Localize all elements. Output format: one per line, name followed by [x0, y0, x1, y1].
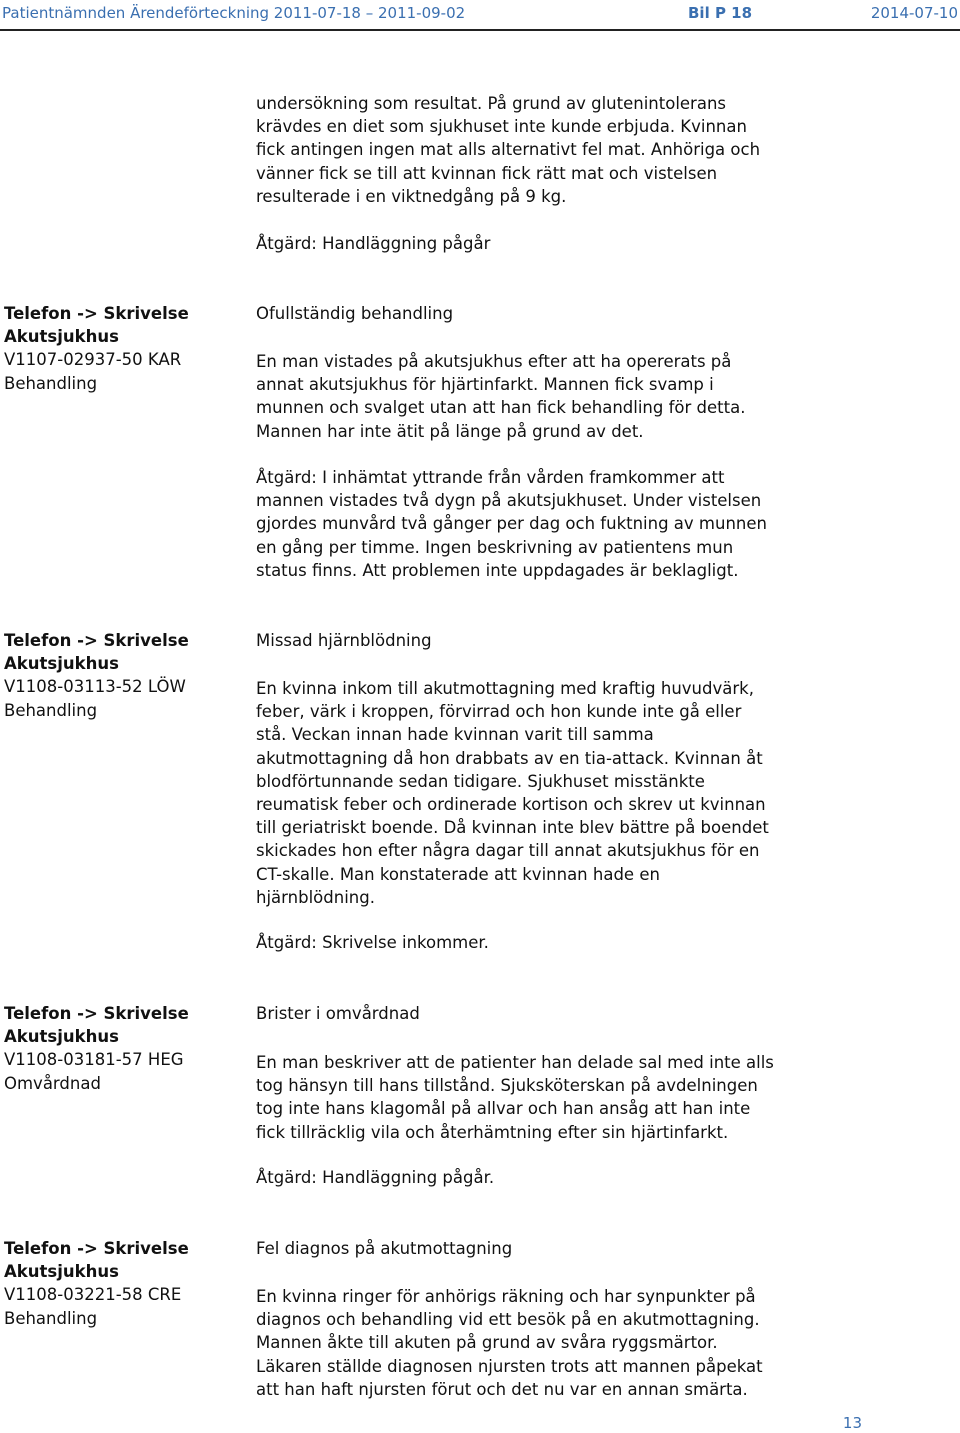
case-heading-block [256, 1002, 906, 1025]
case-action: Åtgärd: Handläggning pågår. [256, 1168, 495, 1187]
case-heading-block [256, 302, 906, 325]
case-category: Behandling [4, 373, 98, 393]
case-meta [4, 629, 244, 722]
case-action: Åtgärd: Skrivelse inkommer. [256, 933, 489, 952]
case-action-block [256, 1166, 906, 1189]
case-id: V1108-03221-58 CRE [4, 1285, 182, 1305]
page-number: 13 [842, 1414, 862, 1432]
case-action-block [256, 931, 906, 954]
case-heading-block [256, 1237, 906, 1260]
case-body: En man beskriver att de patienter han delade sal med inte alls tog hänsyn till hans tillstånd. Sjuksköterskan på avdelningen tog inte hans klagomål på allvar och han ansåg att han inte fick tillräcklig vila och återhämtning efter sin hjärtinfarkt. [256, 1053, 774, 1142]
case-body-block [256, 1051, 906, 1144]
intro-text: undersökning som resultat. På grund av glutenintolerans krävdes en diet som sjukhuset inte kunde erbjuda. Kvinnan fick antingen ingen mat alls alternativt fel mat. Anhöriga och vänner fick se till att kvinnan fick rätt mat och vistelsen resulterade i en viktnedgång på 9 kg. [256, 94, 761, 206]
case-id: V1108-03113-52 LÖW [4, 677, 186, 697]
case-body: En kvinna inkom till akutmottagning med kraftig huvudvärk, feber, värk i kroppen, förvirrad och hon kunde inte gå eller stå. Veckan innan hade kvinnan varit till samma akutmottagning då hon drabbats av en tia-attack. Kvinnan åt blodförtunnande sedan tidigare. Sjukhuset misstänkte reumatisk feber och ordinerade kortison och skrev ut kvinnan till geriatriskt boende. Då kvinnan inte blev bättre på boendet skickades hon efter några dagar till annat akutsjukhus för en CT-skalle. Man konstaterade att kvinnan hade en hjärnblödning. [256, 679, 769, 907]
case-body: En kvinna ringer för anhörigs räkning och har synpunkter på diagnos och behandling vid ett besök på en akutmottagning. Mannen åkte till akuten på grund av svåra ryggsmärtor. Läkaren ställde diagnosen njursten trots att mannen påpekat att han haft njursten förut och det nu var en annan smärta. [256, 1287, 763, 1399]
case-body-block [256, 1285, 906, 1401]
case-body-block [256, 677, 906, 909]
case-unit: Akutsjukhus [4, 1027, 119, 1047]
case-channel: Telefon -> Skrivelse [4, 631, 189, 650]
case-heading-block [256, 629, 906, 652]
case-id: V1108-03181-57 HEG [4, 1050, 184, 1070]
case-heading: Fel diagnos på akutmottagning [256, 1239, 513, 1258]
case-heading: Brister i omvårdnad [256, 1004, 420, 1023]
case-heading: Ofullständig behandling [256, 304, 454, 323]
header-bil: Bil P 18 [688, 4, 753, 22]
case-body-block [256, 350, 906, 443]
case-meta [4, 1002, 244, 1095]
page-header [0, 4, 960, 28]
case-unit: Akutsjukhus [4, 1262, 119, 1282]
header-date: 2014-07-10 [870, 4, 958, 22]
case-unit: Akutsjukhus [4, 654, 119, 674]
intro-section [256, 92, 906, 208]
case-channel: Telefon -> Skrivelse [4, 1004, 189, 1023]
case-meta [4, 1237, 244, 1330]
case-body: En man vistades på akutsjukhus efter att ha opererats på annat akutsjukhus för hjärtinfarkt. Mannen fick svamp i munnen och svalget utan att han fick behandling för detta. Mannen har inte ätit på länge på grund av det. [256, 352, 746, 441]
header-title: Patientnämnden Ärendeförteckning 2011-07-18 – 2011-09-02 [2, 4, 466, 22]
case-channel: Telefon -> Skrivelse [4, 304, 189, 323]
case-meta [4, 302, 244, 395]
case-id: V1107-02937-50 KAR [4, 350, 182, 370]
header-rule [0, 29, 960, 31]
intro-action: Åtgärd: Handläggning pågår [256, 234, 491, 253]
case-action: Åtgärd: I inhämtat yttrande från vården framkommer att mannen vistades två dygn på akutsjukhuset. Under vistelsen gjordes munvård två gånger per dag och fuktning av munnen en gång per timme. Ingen beskrivning av patientens mun status finns. Att problemen inte uppdagades är beklagligt. [256, 468, 767, 580]
case-category: Behandling [4, 700, 98, 720]
case-category: Omvårdnad [4, 1073, 101, 1093]
case-heading: Missad hjärnblödning [256, 631, 432, 650]
intro-action-block [256, 232, 906, 255]
case-action-block [256, 466, 906, 582]
case-category: Behandling [4, 1308, 98, 1328]
case-channel: Telefon -> Skrivelse [4, 1239, 189, 1258]
case-unit: Akutsjukhus [4, 327, 119, 347]
